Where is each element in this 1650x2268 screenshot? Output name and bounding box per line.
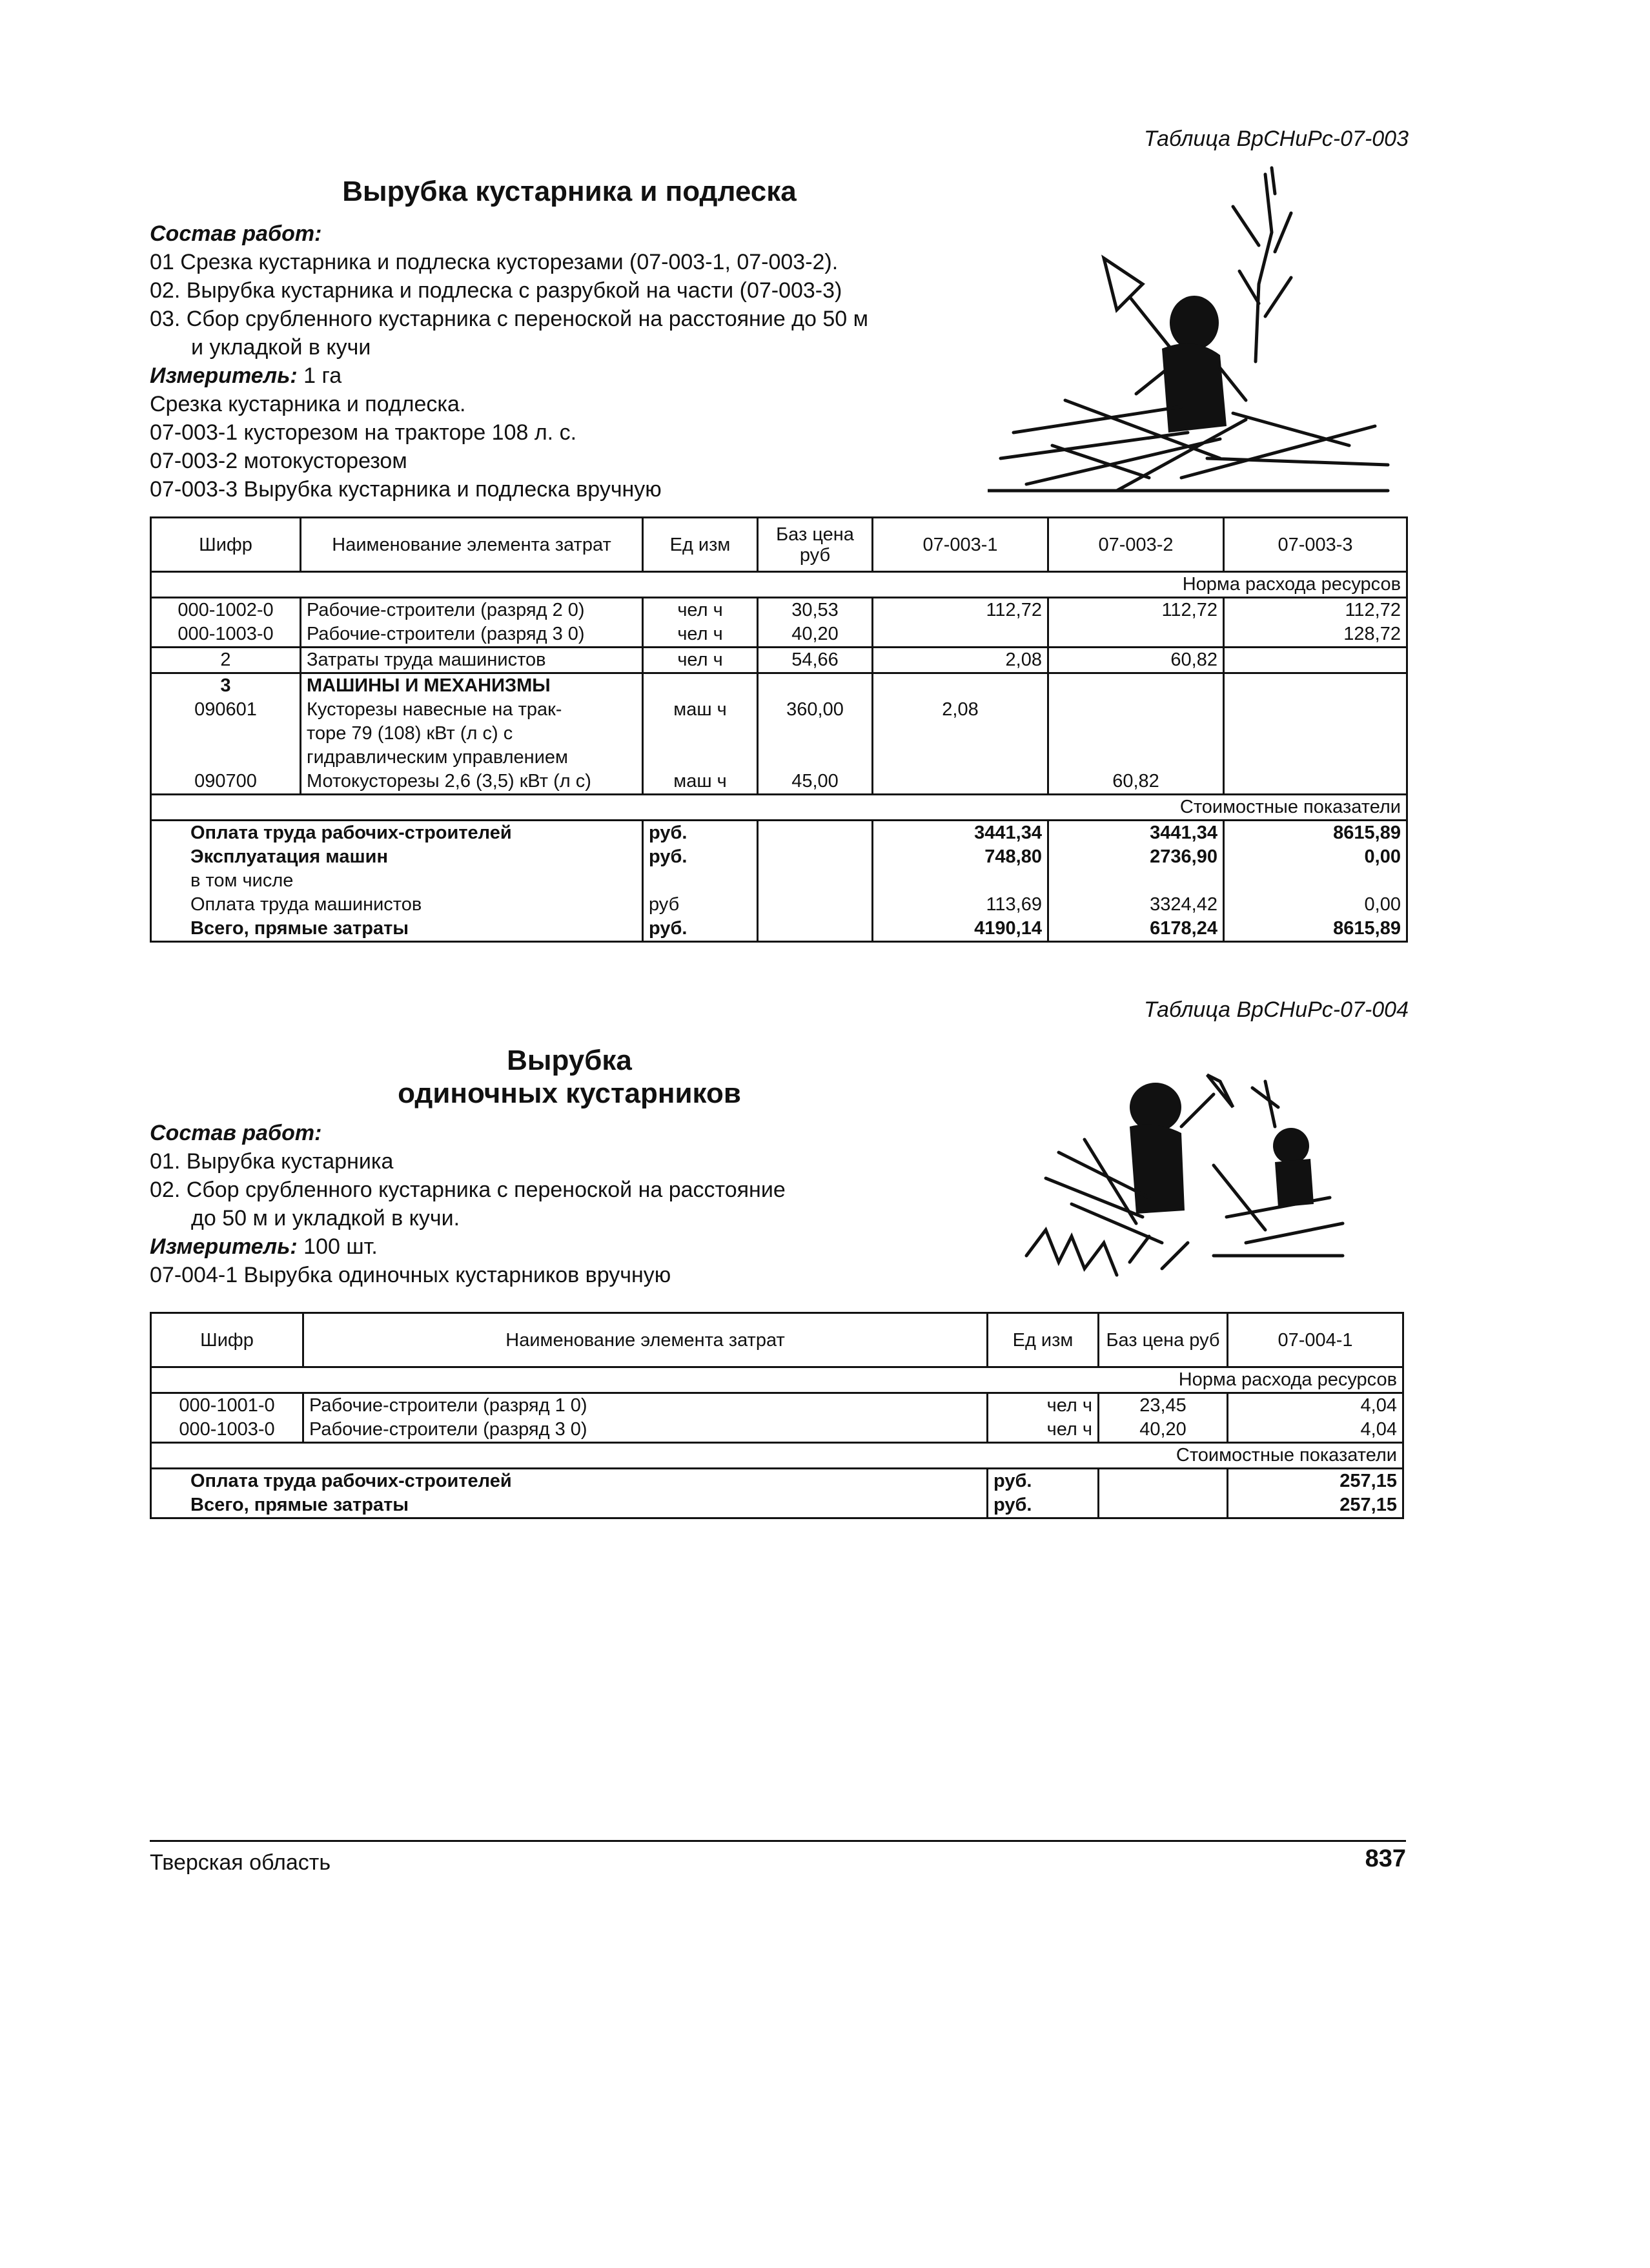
cell: 54,66 — [758, 648, 873, 673]
cell: 000-1003-0 — [151, 622, 301, 648]
measure-line — [150, 362, 1054, 390]
cell: 112,72 — [873, 598, 1048, 623]
work-composition — [150, 220, 1054, 504]
cell: 113,69 — [873, 893, 1048, 917]
cell: чел ч — [643, 598, 758, 623]
cell — [873, 622, 1048, 648]
cell: 2 — [151, 648, 301, 673]
cell: 8615,89 — [1224, 821, 1407, 846]
cell: 8615,89 — [1224, 917, 1407, 942]
cell: 128,72 — [1224, 622, 1407, 648]
cell: 2,08 — [873, 648, 1048, 673]
cell: 3324,42 — [1048, 893, 1224, 917]
section-title — [150, 1045, 989, 1110]
group-header-row — [151, 795, 1407, 821]
table-row — [151, 1393, 1403, 1418]
worker-cutting-brush-illustration — [988, 155, 1401, 504]
col-header: Шифр — [151, 518, 301, 572]
cell: 2,08 — [873, 698, 1048, 722]
table-row — [151, 746, 1407, 770]
note-line: Срезка кустарника и подлеска. — [150, 392, 466, 416]
cell — [1048, 622, 1224, 648]
cell: торе 79 (108) кВт (л с) с — [301, 722, 643, 746]
code-line: 07-003-1 кусторезом на тракторе 108 л. с. — [150, 420, 577, 445]
cost-row — [151, 893, 1407, 917]
step-line: 02. Сбор срубленного кустарника с переноской на расстояние — [150, 1178, 786, 1202]
cell: 112,72 — [1224, 598, 1407, 623]
table-row — [151, 698, 1407, 722]
table-row — [151, 1418, 1403, 1443]
cell: Всего, прямые затраты — [151, 1493, 988, 1518]
cell: 3441,34 — [873, 821, 1048, 846]
cell: 4,04 — [1228, 1393, 1403, 1418]
cell: Рабочие-строители (разряд 1 0) — [303, 1393, 988, 1418]
table-reference: Таблица ВрСНиРс-07-003 — [1143, 127, 1409, 151]
work-composition — [150, 1119, 989, 1289]
cell: Рабочие-строители (разряд 3 0) — [301, 622, 643, 648]
cell: 60,82 — [1048, 770, 1224, 795]
cost-row — [151, 845, 1407, 869]
cell: Рабочие-строители (разряд 2 0) — [301, 598, 643, 623]
cell: 40,20 — [758, 622, 873, 648]
title-line: Вырубка — [507, 1045, 632, 1076]
cell: гидравлическим управлением — [301, 746, 643, 770]
composition-label: Состав работ: — [150, 1121, 322, 1145]
table-row — [151, 673, 1407, 699]
cell: руб. — [988, 1469, 1099, 1494]
group-header-row — [151, 1367, 1403, 1393]
cell: 30,53 — [758, 598, 873, 623]
cell: 23,45 — [1099, 1393, 1228, 1418]
cell: 2736,90 — [1048, 845, 1224, 869]
cell: 3441,34 — [1048, 821, 1224, 846]
measure-value: 1 га — [297, 363, 342, 388]
step-line: и укладкой в кучи — [191, 335, 371, 360]
col-header: 07-003-1 — [873, 518, 1048, 572]
cell: чел ч — [988, 1418, 1099, 1443]
table-row — [151, 722, 1407, 746]
col-header: Баз цена руб — [758, 518, 873, 572]
cell: Оплата труда машинистов — [151, 893, 643, 917]
col-header: 07-003-3 — [1224, 518, 1407, 572]
section-title: Вырубка кустарника и подлеска — [342, 176, 797, 207]
cell: Рабочие-строители (разряд 3 0) — [303, 1418, 988, 1443]
cell: 360,00 — [758, 698, 873, 722]
step-line: 01. Вырубка кустарника — [150, 1149, 394, 1174]
code-line: 07-003-3 Вырубка кустарника и подлеска вручную — [150, 477, 662, 502]
group-header-row — [151, 1443, 1403, 1469]
footer-region: Тверская область — [150, 1850, 331, 1875]
cost-header: Стоимостные показатели — [1099, 1443, 1403, 1469]
cell — [1224, 648, 1407, 673]
cell: 090601 — [151, 698, 301, 722]
cell: чел ч — [643, 648, 758, 673]
cost-row — [151, 1469, 1403, 1494]
composition-label: Состав работ: — [150, 221, 322, 246]
measure-label: Измеритель: — [150, 1234, 298, 1259]
table-row — [151, 648, 1407, 673]
cell: руб. — [643, 845, 758, 869]
cost-row — [151, 1493, 1403, 1518]
measure-value: 100 шт. — [297, 1234, 378, 1259]
step-line: 02. Вырубка кустарника и подлеска с разрубкой на части (07-003-3) — [150, 278, 842, 303]
table-header-row — [151, 1313, 1403, 1367]
cell: Эксплуатация машин — [151, 845, 643, 869]
cell: 40,20 — [1099, 1418, 1228, 1443]
cell: чел ч — [643, 622, 758, 648]
workers-cutting-bushes-illustration — [1020, 1049, 1356, 1282]
cell: 4190,14 — [873, 917, 1048, 942]
cell: руб. — [643, 821, 758, 846]
cell: чел ч — [988, 1393, 1099, 1418]
norm-header: Норма расхода ресурсов — [1099, 1367, 1403, 1393]
cost-header: Стоимостные показатели — [873, 795, 1407, 821]
col-header: 07-004-1 — [1228, 1313, 1403, 1367]
footer-divider — [150, 1840, 1406, 1842]
cell: Кусторезы навесные на трак- — [301, 698, 643, 722]
cell: 257,15 — [1228, 1493, 1403, 1518]
cell: 112,72 — [1048, 598, 1224, 623]
code-line: 07-003-2 мотокусторезом — [150, 449, 407, 473]
measure-label: Измеритель: — [150, 363, 298, 388]
cell: 000-1001-0 — [151, 1393, 303, 1418]
cell: 000-1002-0 — [151, 598, 301, 623]
cell: Всего, прямые затраты — [151, 917, 643, 942]
cost-row — [151, 869, 1407, 893]
cell: Оплата труда рабочих-строителей — [151, 821, 643, 846]
table-reference: Таблица ВрСНиРс-07-004 — [1143, 997, 1409, 1022]
cell: 45,00 — [758, 770, 873, 795]
cell: 3 — [151, 673, 301, 699]
cell: в том числе — [151, 869, 643, 893]
table-header-row — [151, 518, 1407, 572]
measure-line — [150, 1232, 989, 1261]
cell: МАШИНЫ И МЕХАНИЗМЫ — [301, 673, 643, 699]
col-header: Баз цена руб — [1099, 1313, 1228, 1367]
cell: 748,80 — [873, 845, 1048, 869]
cell: руб. — [643, 917, 758, 942]
cell: 257,15 — [1228, 1469, 1403, 1494]
page-number: 837 — [1365, 1845, 1406, 1872]
group-header-row — [151, 572, 1407, 598]
col-header: Шифр — [151, 1313, 303, 1367]
step-line: 01 Срезка кустарника и подлеска кусторезами (07-003-1, 07-003-2). — [150, 250, 839, 274]
col-header: Наименование элемента затрат — [301, 518, 643, 572]
cell: маш ч — [643, 770, 758, 795]
resource-table-07-004 — [150, 1312, 1404, 1519]
cell: 000-1003-0 — [151, 1418, 303, 1443]
step-line: до 50 м и укладкой в кучи. — [191, 1206, 460, 1231]
norm-header: Норма расхода ресурсов — [873, 572, 1407, 598]
cell: руб — [643, 893, 758, 917]
cell: 6178,24 — [1048, 917, 1224, 942]
resource-table-07-003 — [150, 516, 1408, 943]
step-line: 03. Сбор срубленного кустарника с переноской на расстояние до 50 м — [150, 307, 869, 331]
table-row — [151, 598, 1407, 623]
cost-row — [151, 917, 1407, 942]
cell: маш ч — [643, 698, 758, 722]
cell: Затраты труда машинистов — [301, 648, 643, 673]
cell: Мотокусторезы 2,6 (3,5) кВт (л с) — [301, 770, 643, 795]
table-row — [151, 622, 1407, 648]
col-header: Ед изм — [643, 518, 758, 572]
cell: 090700 — [151, 770, 301, 795]
col-header: Наименование элемента затрат — [303, 1313, 988, 1367]
code-line: 07-004-1 Вырубка одиночных кустарников вручную — [150, 1263, 671, 1287]
col-header: Ед изм — [988, 1313, 1099, 1367]
cell: 4,04 — [1228, 1418, 1403, 1443]
cell: 0,00 — [1224, 845, 1407, 869]
cell: руб. — [988, 1493, 1099, 1518]
cost-row — [151, 821, 1407, 846]
cell: 0,00 — [1224, 893, 1407, 917]
table-row — [151, 770, 1407, 795]
title-line: одиночных кустарников — [398, 1077, 741, 1109]
cell: Оплата труда рабочих-строителей — [151, 1469, 988, 1494]
cell: 60,82 — [1048, 648, 1224, 673]
col-header: 07-003-2 — [1048, 518, 1224, 572]
